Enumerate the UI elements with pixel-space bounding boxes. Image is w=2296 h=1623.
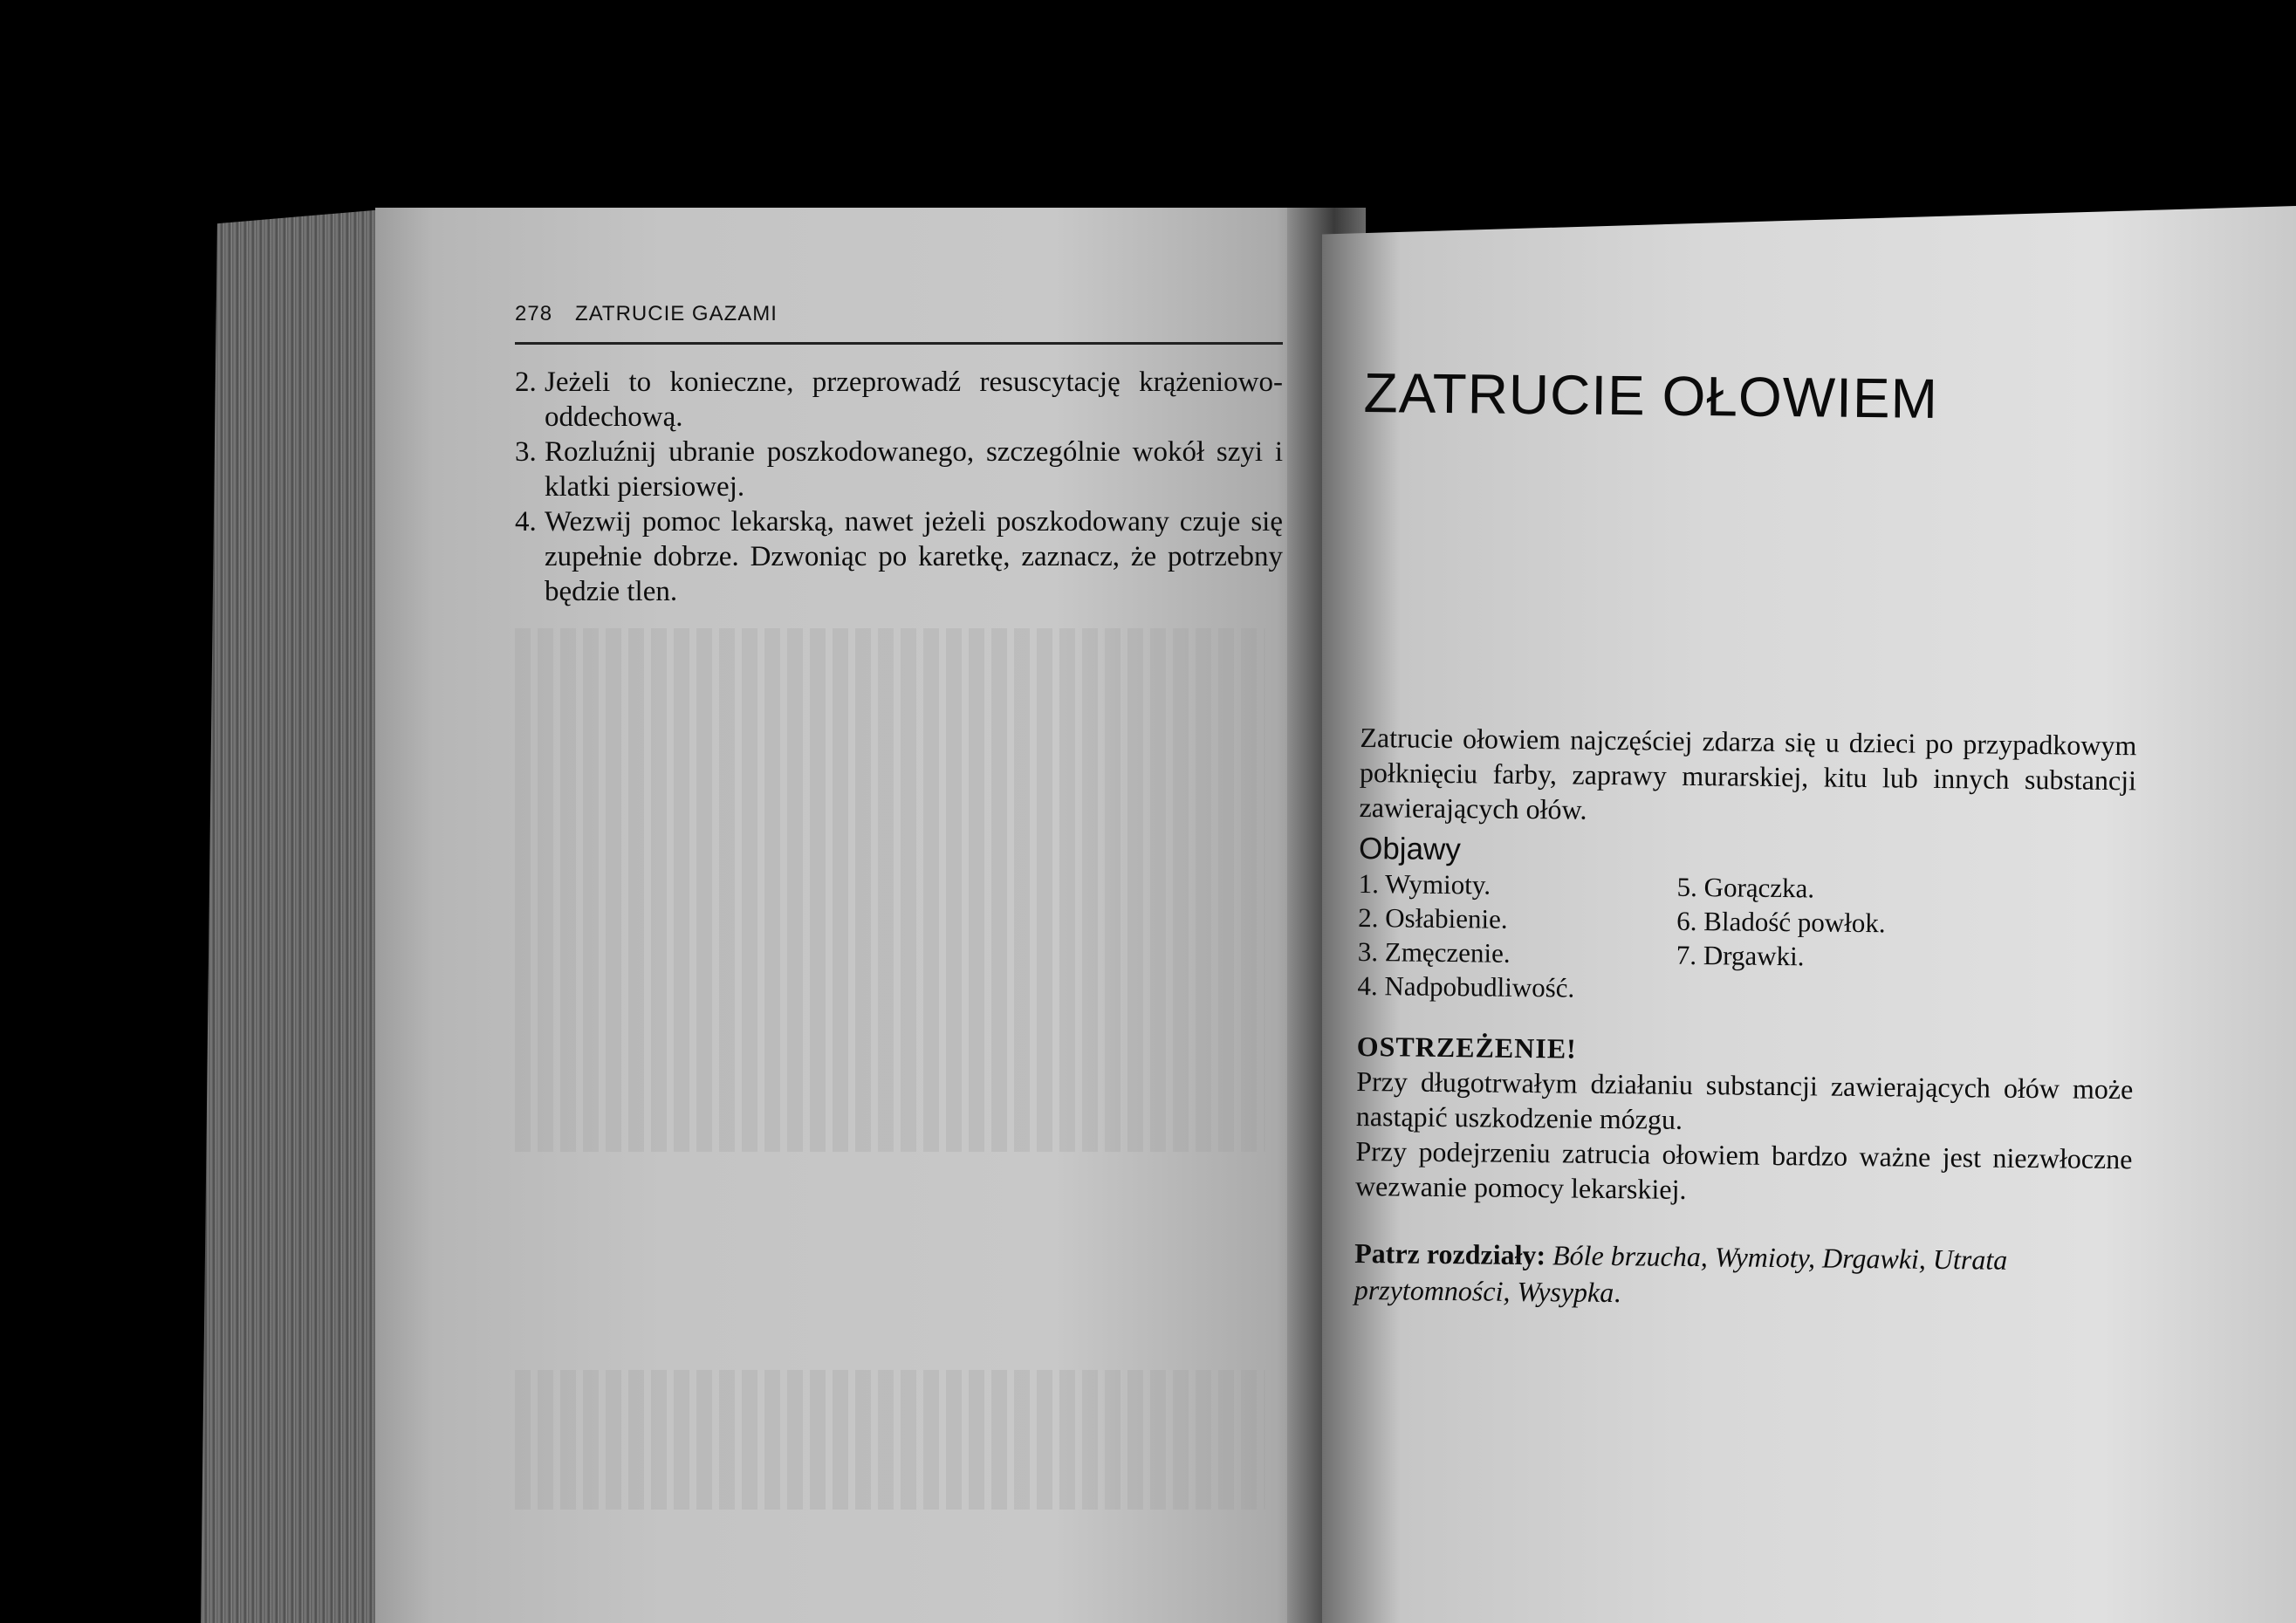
chapter-title: ZATRUCIE OŁOWIEM: [1363, 360, 1939, 430]
list-item: 1. Wymioty.: [1358, 867, 1491, 901]
list-item: 7. Drgawki.: [1676, 939, 1805, 972]
see-also-label: Patrz rozdziały:: [1354, 1236, 1546, 1271]
list-item: 2. Osłabienie.: [1358, 901, 1508, 935]
running-head: [515, 302, 778, 326]
warning-text: Przy podejrzeniu zatrucia ołowiem bardzo ważne jest niezwłoczne wezwanie pomocy lekarskiej.: [1354, 1134, 2133, 1205]
step-text: Wezwij pomoc lekarską, nawet jeżeli poszkodowany czuje się zupełnie dobrze. Dzwoniąc po karetkę, zaznacz, że potrzebny będzie tlen.: [545, 506, 1283, 607]
list-item: [515, 365, 1283, 435]
list-item: 5. Gorączka.: [1676, 871, 1815, 904]
list-item: [515, 504, 1283, 609]
warning-text: Przy długotrwałym działaniu substancji zawierających ołów może nastąpić uszkodzenie mózgu.: [1355, 1065, 2134, 1135]
step-number: 3.: [515, 436, 537, 468]
show-through-left-lower: [515, 1370, 1265, 1510]
intro-paragraph: Zatrucie ołowiem najczęściej zdarza się u dzieci po przypadkowym połknięciu farby, zaprawy murarskiej, kitu lub innych substancji zawierających ołów.: [1359, 721, 2137, 825]
header-rule: [515, 342, 1283, 345]
symptoms-column-2: [1676, 870, 1886, 1008]
warning-heading: OSTRZEŻENIE!: [1356, 1030, 1577, 1065]
running-head-title: ZATRUCIE GAZAMI: [575, 302, 778, 325]
right-page-content: [1354, 358, 2141, 1316]
steps-list: [515, 365, 1283, 609]
list-item: 6. Bladość powłok.: [1676, 905, 1886, 939]
list-item: 4. Nadpobudliwość.: [1357, 969, 1575, 1003]
symptoms-heading: Objawy: [1358, 831, 1462, 867]
step-text: Jeżeli to konieczne, przeprowadź resuscytację krążeniowo-oddechową.: [545, 366, 1283, 433]
step-number: 4.: [515, 506, 537, 538]
show-through-left: [515, 628, 1265, 1152]
list-item: 3. Zmęczenie.: [1357, 935, 1511, 969]
symptoms-column-1: [1357, 866, 1677, 1006]
step-number: 2.: [515, 366, 537, 398]
warning-box: [1355, 1029, 2134, 1211]
list-item: [515, 435, 1283, 504]
page-number: 278: [515, 302, 553, 325]
see-also-chapters: Bóle brzucha, Wymioty, Drgawki, Utrata przytomności, Wysypka: [1354, 1239, 2008, 1309]
symptoms-list: [1357, 866, 2135, 1010]
page-edges: [201, 209, 384, 1623]
see-also: [1354, 1235, 2132, 1316]
see-also-end: .: [1614, 1277, 1621, 1309]
step-text: Rozluźnij ubranie poszkodowanego, szczególnie wokół szyi i klatki piersiowej.: [545, 436, 1283, 503]
